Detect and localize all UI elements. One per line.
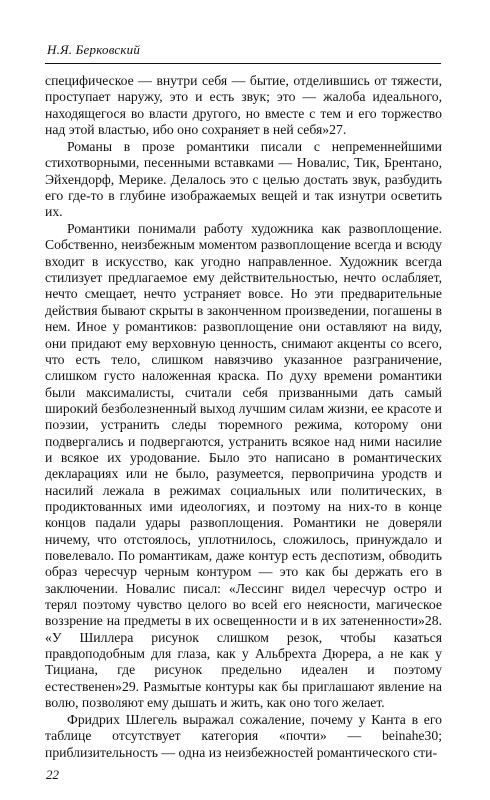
paragraph: Романтики понимали работу художника как развоплощение. Собственно, неизбежным моментом развоплощение всегда и всюду входит в искусство, как угодно направленное. Художник всегда стилизует предлагаемое ему действительностью, нечто ослабляет, нечто смещает, нечто устраняет вовсе. Но эти предварительные действия бывают скрыты в законченном произведении, погашены в нем. Иное у романтиков: развоплощение они оставляют на виду, они придают ему верховную ценность, снимают акценты со всего, что есть тело, слишком навязчиво указанное разграничение, слишком густо наложенная краска. По духу времени романтики были максималисты, считали себя призванными дать самый широкий безболезненный выход лучшим силам жизни, ее красоте и поэзии, устранить следы тюремного режима, которому они подвергались и подвергаются, устранить всякое над ними насилие и всякое их уродование. Было это написано в романтических декларациях или не было, разумеется, первопричина уродств и насилий лежала в режимах социальных или политических, в продиктованных ими идеологиях, и поэтому на них-то в конце концов падали удары развоплощения. Романтики не доверяли ничему, что отстоялось, уплотнилось, сложилось, принуждало и повелевало. По романтикам, даже контур есть деспотизм, обводить образ чересчур черным контуром — это как бы держать его в заключении. Новалис писал: «Лессинг видел чересчур остро и терял поэтому чувство целого во всей его неясности, магическое воззрение на предметы в их освещенности и в их затененности»28. «У Шиллера рисунок слишком резок, чтобы казаться правдоподобным для глаза, как у Альбрехта Дюрера, а не как у Тициана, где рисунок предельно идеален и поэтому естественен»29. Размытые контуры как бы приглашают явление на волю, позволяют ему дышать и жить, как оно того желает.: [45, 221, 442, 711]
running-head: Н.Я. Берковский: [47, 42, 141, 57]
body-text: [45, 73, 442, 761]
page-number: 22: [46, 767, 59, 782]
paragraph: Романы в прозе романтики писали с непременнейшими стихотворными, песенными вставками — Новалис, Тик, Брентано, Эйхендорф, Мерике. Делалось это с целью достать звук, разбудить его где-то в глубине изображаемых вещей и так изнутри осветить их.: [45, 138, 442, 220]
paragraph: Фридрих Шлегель выражал сожаление, почему у Канта в его таблице отсутствует категория «почти» — beinahe30; приблизительность — одна из неизбежностей романтического сти-: [45, 711, 442, 760]
paragraph-continued: специфическое — внутри себя — бытие, отделившись от тяжести, проступает наружу, это и есть звук; это — жалоба идеального, находящегося во власти другого, но вместе с тем и его торжество над этой властью, ибо оно сохраняет в ней себя»27.: [45, 73, 442, 138]
header-rule: [45, 63, 441, 64]
